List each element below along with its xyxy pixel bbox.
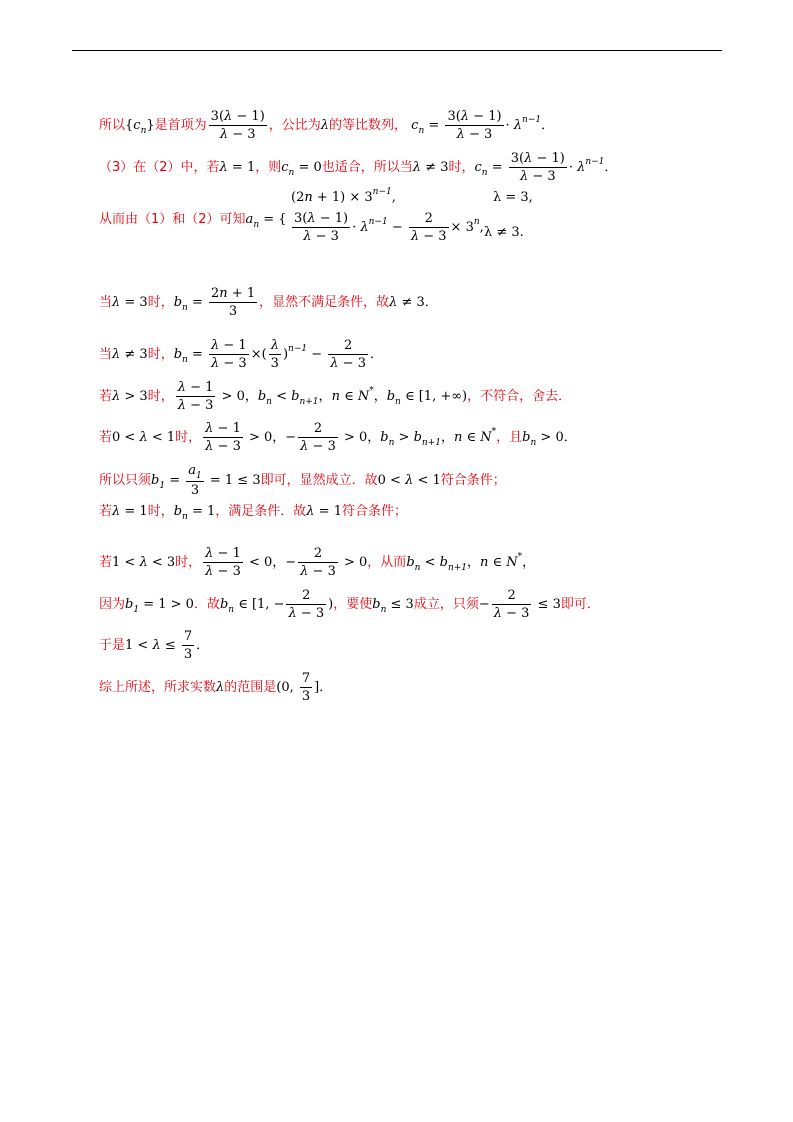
- fraction: $\frac{3(\lambda - 1)}{\lambda - 3}$: [210, 109, 265, 142]
- fraction: $\frac{7}{3}$: [301, 671, 311, 704]
- line-4: 当λ = 3时，$b_n$ = $\frac{2n + 1}{3}$ ，显然不满足条件，故λ ≠ 3．: [99, 286, 438, 319]
- case-1-expression: $(2n + 1) \times 3^{n-1}$,: [291, 187, 396, 205]
- fraction: $\frac{a_1}{3}$: [188, 463, 202, 498]
- fraction: $\frac{2n + 1}{3}$: [211, 286, 256, 319]
- fraction: $\frac{\lambda - 1}{\lambda - 3}$: [205, 546, 241, 579]
- fraction: $\frac{2}{\lambda - 3}$: [300, 546, 336, 579]
- line-11: 因为$b_1 = 1 > 0$．故$b_n$ ∈ [1, − $\frac{2}{\lambda - 3}$ )，要使$b_n \le 3$成立，只须− $\frac{2}{\lambda - 3}$ ≤ 3即可．: [99, 588, 600, 621]
- case-2-expression: $\frac{3(\lambda - 1)}{\lambda - 3}$ · $\lambda^{n-1}$ − $\frac{2}{\lambda - 3}$ × $3^n$,: [294, 211, 484, 244]
- case-2-condition: λ ≠ 3.: [484, 225, 524, 240]
- line-6: 若λ > 3时， $\frac{\lambda - 1}{\lambda - 3}$ > 0，$b_n < b_{n+1}$，n ∈ N*，$b_n$ ∈ [1, +∞)，不符合，舍去．: [99, 380, 572, 413]
- fraction: $\frac{\lambda - 1}{\lambda - 3}$: [177, 380, 214, 413]
- fraction: $\frac{2}{\lambda - 3}$: [410, 211, 447, 244]
- line-12: 于是1 < λ ≤ $\frac{7}{3}$ ．: [99, 629, 210, 662]
- case-1-condition: λ = 3,: [493, 190, 533, 205]
- line-10: 若1 < λ < 3时， $\frac{\lambda - 1}{\lambda - 3}$ < 0，− $\frac{2}{\lambda - 3}$ > 0，从而$b_n < b_{n+1}$，n ∈ N*，: [99, 546, 536, 579]
- line-9: 若λ = 1时，$b_n = 1$，满足条件．故λ = 1符合条件；: [99, 504, 407, 522]
- fraction: $\frac{2}{\lambda - 3}$: [300, 421, 336, 454]
- fraction: $\frac{3(\lambda - 1)}{\lambda - 3}$: [447, 109, 502, 142]
- fraction: $\frac{\lambda - 1}{\lambda - 3}$: [205, 421, 241, 454]
- header-rule: [72, 50, 722, 51]
- fraction: $\frac{3(\lambda - 1)}{\lambda - 3}$: [294, 211, 349, 244]
- fraction: $\frac{3(\lambda - 1)}{\lambda - 3}$: [510, 151, 565, 184]
- fraction: $\frac{2}{\lambda - 3}$: [493, 588, 530, 621]
- line-7: 若0 < λ < 1时， $\frac{\lambda - 1}{\lambda - 3}$ > 0，− $\frac{2}{\lambda - 3}$ > 0，$b_n > b_{n+1}$，n ∈ N*，且$b_n > 0$．: [99, 421, 577, 454]
- fraction: $\frac{\lambda}{3}$: [270, 338, 279, 371]
- line-5: 当λ ≠ 3时，$b_n$ = $\frac{\lambda - 1}{\lambda - 3}$ ×( $\frac{\lambda}{3}$ )$^{n-1}$ − $\frac{2}{\lambda - 3}$ ．: [99, 338, 383, 371]
- fraction: $\frac{2}{\lambda - 3}$: [288, 588, 325, 621]
- line-13: 综上所述，所求实数λ的范围是(0, $\frac{7}{3}$ ]．: [99, 671, 333, 704]
- fraction: $\frac{7}{3}$: [183, 629, 193, 662]
- fraction: $\frac{\lambda - 1}{\lambda - 3}$: [211, 338, 247, 371]
- line-8: 所以只须$b_1$ = $\frac{a_1}{3}$ = 1 ≤ 3即可，显然成立．故0 < λ < 1符合条件；: [99, 463, 506, 498]
- fraction: $\frac{2}{\lambda - 3}$: [330, 338, 366, 371]
- line-1: 所以$\{c_n\}$是首项为 $\frac{3(\lambda - 1)}{\lambda - 3}$ ，公比为λ的等比数列， $c_n$ = $\frac{3(\lambda - 1)}{\lambda - 3}$ · $\lambda^{n-1}$．: [99, 109, 555, 142]
- line-3: 从而由（1）和（2）可知$a_n$ = {: [99, 212, 287, 230]
- line-2: （3）在（2）中，若λ = 1，则$c_n = 0$也适合，所以当λ ≠ 3时，$c_n$ = $\frac{3(\lambda - 1)}{\lambda - 3}$ · $\lambda^{n-1}$．: [99, 151, 618, 184]
